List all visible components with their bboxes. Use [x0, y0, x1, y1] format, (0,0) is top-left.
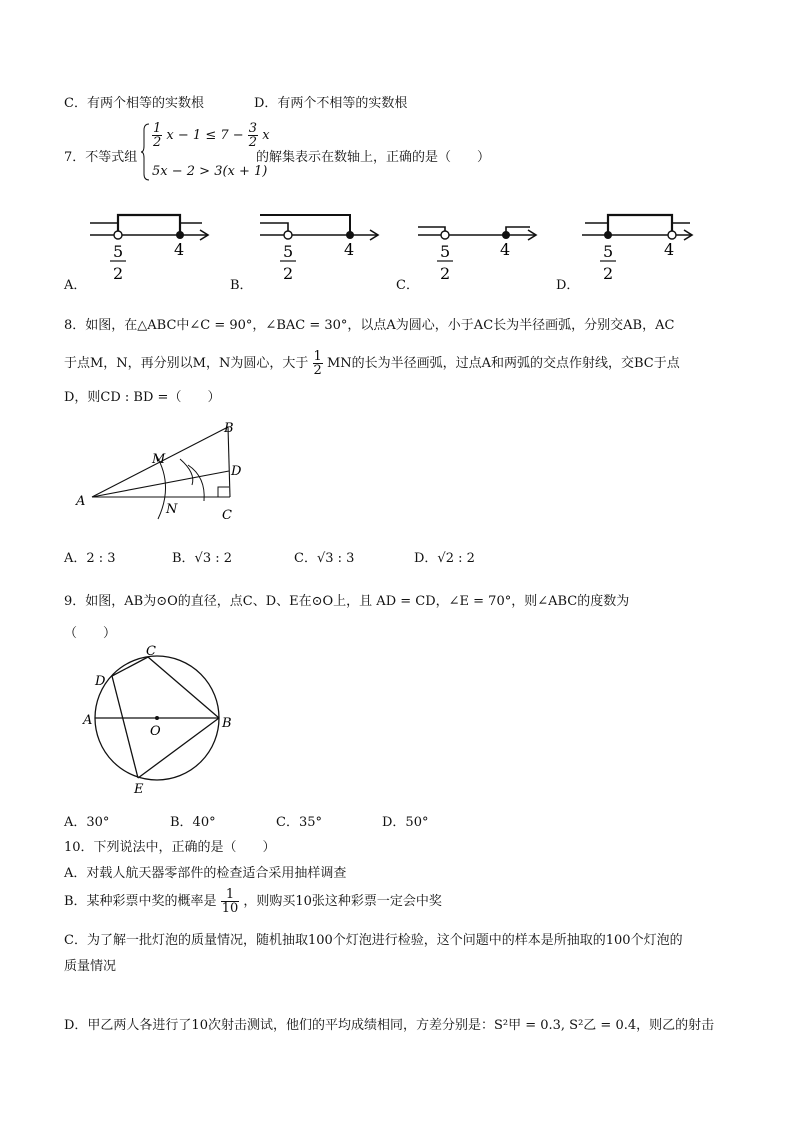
q7-inequality-1: $\frac{1}{2}$ x − 1 ≤ 7 − $\frac{3}{2}$ x	[153, 121, 270, 150]
tick-label: 2	[283, 264, 294, 283]
q10-stem: 10．下列说法中，正确的是（ ）	[64, 840, 276, 855]
closed-point	[346, 231, 354, 239]
q10-option-d: D．甲乙两人各进行了10次射击测试，他们的平均成绩相同，方差分别是：S²甲 = 0.3, S²乙 = 0.4，则乙的射击	[64, 1018, 715, 1033]
center-point	[155, 716, 159, 720]
tick-label: 2	[113, 264, 124, 283]
q10-option-a: A．对载人航天器零部件的检查适合采用抽样调查	[64, 866, 347, 881]
q9-option-c: C．35°	[276, 815, 322, 830]
tick-label: 2	[440, 264, 451, 283]
q7-option-d-line	[582, 215, 692, 283]
q9-line-2: （ ）	[64, 626, 117, 641]
brace-icon	[140, 122, 150, 182]
open-point	[441, 231, 449, 239]
label-d: D	[231, 464, 242, 479]
q10-option-c-line2: 质量情况	[64, 959, 117, 974]
q6-option-c: C．有两个相等的实数根	[64, 96, 204, 111]
label-a: A	[83, 713, 93, 728]
label-d: D	[95, 674, 106, 689]
q7-option-c-line	[418, 227, 536, 283]
open-point	[114, 231, 122, 239]
q7-inequality-system	[140, 121, 270, 182]
q7-frac-1: $\frac{1}{2}$	[153, 121, 162, 150]
q9-figure	[78, 645, 238, 795]
tick-label: 4	[344, 240, 355, 259]
q7-option-b-line	[260, 215, 378, 283]
label-b: B	[224, 421, 234, 436]
label-e: E	[134, 782, 144, 795]
tick-label: 4	[500, 240, 511, 259]
tick-label: 4	[174, 240, 185, 259]
label-c: C	[146, 645, 156, 659]
q8-option-d: D．√2 : 2	[414, 551, 475, 566]
q9-line-1: 9．如图，AB为⊙O的直径，点C、D、E在⊙O上，且 AD = CD，∠E = 70°，则∠ABC的度数为	[64, 594, 630, 609]
q10-frac: $\frac{1}{10}$	[221, 887, 239, 916]
closed-point	[502, 231, 510, 239]
q10-option-c-line1: C．为了解一批灯泡的质量情况，随机抽取100个灯泡进行检验，这个问题中的样本是所抽取的100个灯泡的	[64, 933, 683, 948]
tick-label: 5	[440, 242, 451, 261]
q8-line-1: 8．如图，在△ABC中∠C = 90°，∠BAC = 30°，以点A为圆心，小于AC长为半径画弧，分别交AB，AC	[64, 318, 675, 333]
open-point	[284, 231, 292, 239]
q8-option-a: A．2 : 3	[64, 551, 116, 566]
label-b: B	[222, 716, 232, 731]
q9-option-d: D．50°	[382, 815, 429, 830]
tick-label: 5	[113, 242, 124, 261]
label-m: M	[152, 452, 166, 467]
q8-line-3: D，则CD : BD =（ ）	[64, 390, 221, 405]
q10-option-b: B．某种彩票中奖的概率是 $\frac{1}{10}$ ，则购买10张这种彩票一定会中奖	[64, 887, 442, 916]
q7-label-a: A．	[64, 278, 87, 293]
closed-point	[604, 231, 612, 239]
q9-option-a: A．30°	[64, 815, 110, 830]
q7-label-d: D．	[556, 278, 580, 293]
label-c: C	[222, 508, 232, 523]
open-point	[668, 231, 676, 239]
q6-option-d: D．有两个不相等的实数根	[254, 96, 408, 111]
q7-suffix: 的解集表示在数轴上，正确的是（ ）	[256, 150, 491, 165]
label-n: N	[166, 502, 178, 517]
tick-label: 5	[603, 242, 614, 261]
q7-inequality-2: 5x − 2 > 3(x + 1)	[152, 164, 268, 179]
q8-figure	[70, 415, 260, 530]
q8-option-b: B．√3 : 2	[172, 551, 233, 566]
q9-option-b: B．40°	[170, 815, 216, 830]
tick-label: 4	[664, 240, 675, 259]
tick-label: 2	[603, 264, 614, 283]
q7-frac-2: $\frac{3}{2}$	[248, 121, 258, 150]
label-a: A	[76, 494, 86, 509]
q8-frac: $\frac{1}{2}$	[313, 349, 322, 378]
closed-point	[176, 231, 184, 239]
q7-number: 7．不等式组	[64, 150, 138, 165]
q7-label-c: C．	[396, 278, 419, 293]
q8-option-c: C．√3 : 3	[294, 551, 355, 566]
q7-label-b: B．	[230, 278, 253, 293]
q8-line-2: 于点M，N，再分别以M，N为圆心，大于 $\frac{1}{2}$ MN的长为半径画弧，过点A和两弧的交点作射线，交BC于点	[64, 349, 680, 378]
label-o: O	[150, 724, 161, 739]
q7-option-a-line	[90, 215, 208, 283]
tick-label: 5	[283, 242, 294, 261]
